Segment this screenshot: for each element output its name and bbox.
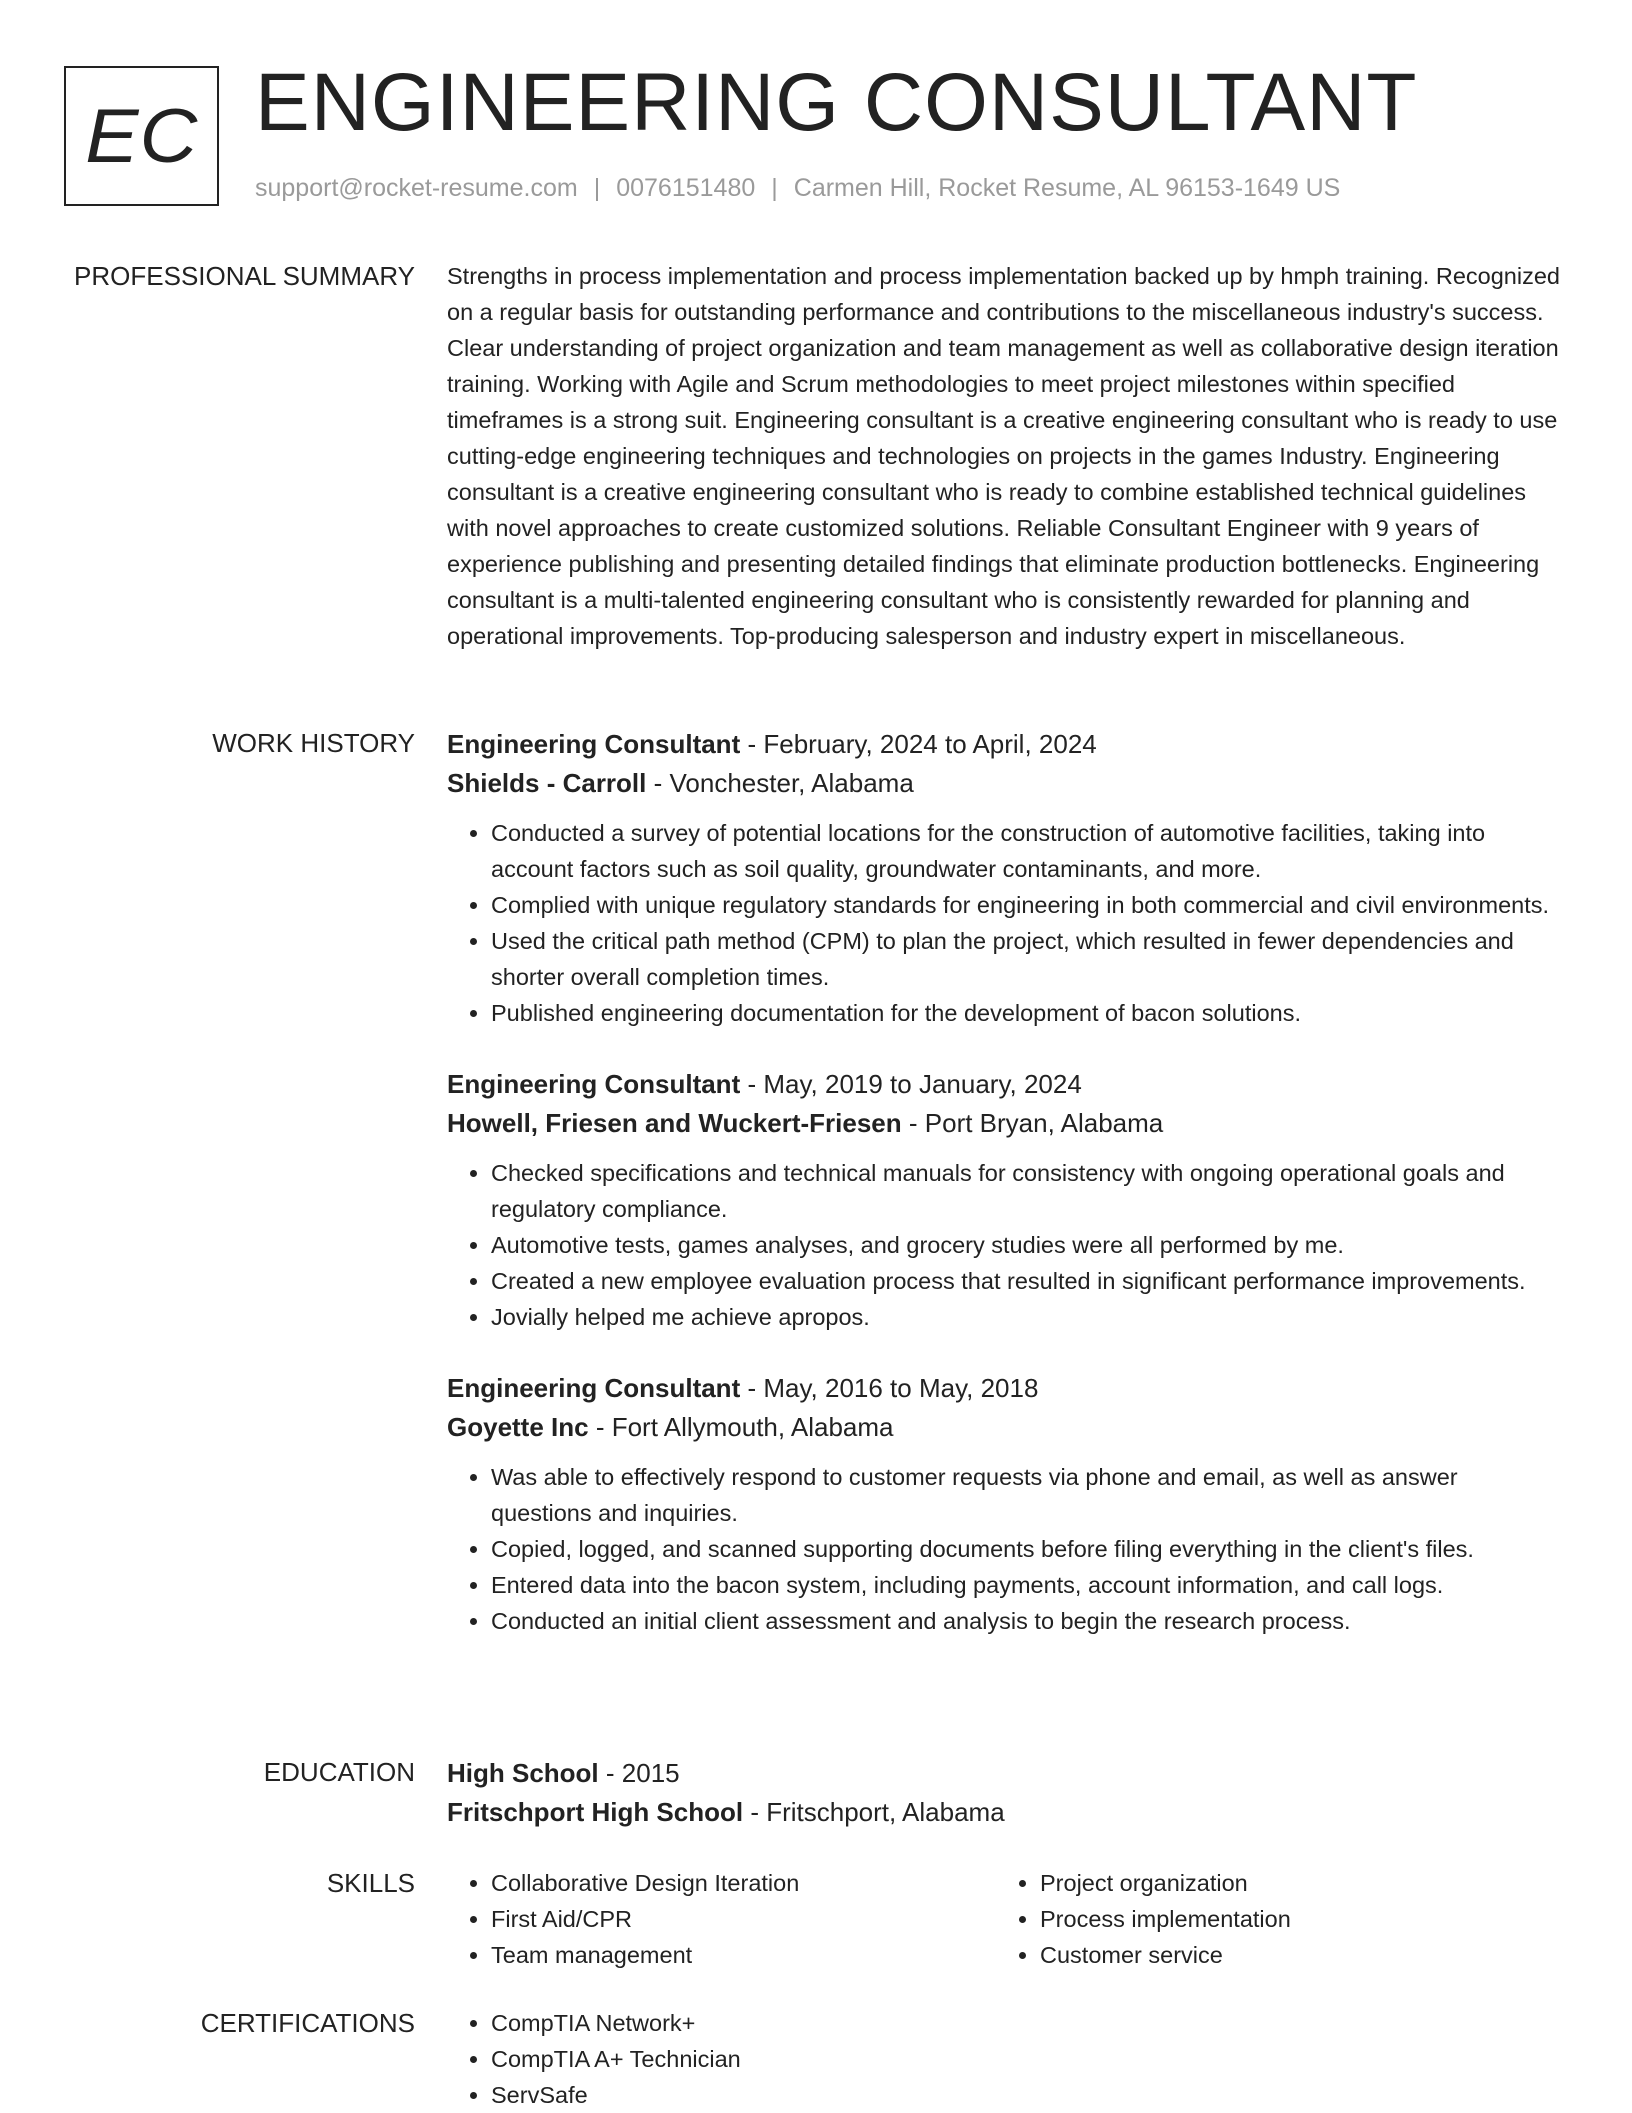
list-item: • Automotive tests, games analyses, and grocery studies were all performed by me. bbox=[491, 1227, 1562, 1263]
list-item: • Was able to effectively respond to customer requests via phone and email, as well as answer questions and inquiries. bbox=[491, 1459, 1562, 1531]
job-dates: - May, 2019 to January, 2024 bbox=[747, 1069, 1082, 1099]
work-history-label: WORK HISTORY bbox=[212, 728, 415, 758]
skills-label: SKILLS bbox=[326, 1868, 415, 1898]
list-item: • Jovially helped me achieve apropos. bbox=[491, 1299, 1562, 1335]
job-entry bbox=[447, 1065, 1562, 1335]
job-bullets bbox=[447, 1155, 1562, 1335]
list-item: • Used the critical path method (CPM) to plan the project, which resulted in fewer dependencies and shorter overall completion times. bbox=[491, 923, 1562, 995]
monogram-initials: EC bbox=[85, 93, 198, 179]
education-degree: High School bbox=[447, 1758, 599, 1788]
list-item: • Project organization bbox=[1040, 1865, 1545, 1901]
job-title: Engineering Consultant bbox=[447, 1373, 741, 1403]
certifications-label: CERTIFICATIONS bbox=[200, 2008, 415, 2038]
education-location: - Fritschport, Alabama bbox=[750, 1797, 1005, 1827]
job-dates: - May, 2016 to May, 2018 bbox=[747, 1373, 1039, 1403]
list-item: • Entered data into the bacon system, including payments, account information, and call logs. bbox=[491, 1567, 1562, 1603]
job-company: Shields - Carroll bbox=[447, 768, 647, 798]
summary-text: Strengths in process implementation and process implementation backed up by hmph training. Recognized on a regular basis for outstanding performance and contributions to the miscellaneous industry's success. Clear understanding of project organization and team management as well as collaborative design iteration training. Working with Agile and Scrum methodologies to meet project milestones within specified timeframes is a strong suit. Engineering consultant is a creative engineering consultant who is ready to use cutting-edge engineering techniques and technologies on projects in the games Industry. Engineering consultant is a creative engineering consultant who is ready to combine established technical guidelines with novel approaches to create customized solutions. Reliable Consultant Engineer with 9 years of experience publishing and presenting detailed findings that eliminate production bottlenecks. Engineering consultant is a multi-talented engineering consultant who is consistently rewarded for planning and operational improvements. Top-producing salesperson and industry expert in miscellaneous. bbox=[447, 263, 1560, 649]
list-item: • CompTIA Network+ bbox=[491, 2005, 1562, 2041]
education-year: - 2015 bbox=[605, 1758, 680, 1788]
list-item: • Created a new employee evaluation process that resulted in significant performance improvements. bbox=[491, 1263, 1562, 1299]
contact-separator: | bbox=[593, 174, 601, 202]
contact-line bbox=[255, 174, 1340, 203]
list-item: • CompTIA A+ Technician bbox=[491, 2041, 1562, 2077]
monogram-box bbox=[64, 66, 219, 206]
job-location: - Port Bryan, Alabama bbox=[908, 1108, 1164, 1138]
summary-label: PROFESSIONAL SUMMARY bbox=[74, 261, 415, 291]
job-dates: - February, 2024 to April, 2024 bbox=[747, 729, 1097, 759]
contact-email: support@rocket-resume.com bbox=[255, 174, 578, 202]
contact-phone: 0076151480 bbox=[616, 174, 756, 202]
list-item: • First Aid/CPR bbox=[491, 1901, 996, 1937]
education-label: EDUCATION bbox=[263, 1757, 415, 1787]
list-item: • Conducted a survey of potential locations for the construction of automotive facilities, taking into account factors such as soil quality, groundwater contaminants, and more. bbox=[491, 815, 1562, 887]
job-title: Engineering Consultant bbox=[447, 1069, 741, 1099]
job-location: - Vonchester, Alabama bbox=[653, 768, 914, 798]
contact-address: Carmen Hill, Rocket Resume, AL 96153-1649 US bbox=[793, 174, 1341, 202]
list-item: • Published engineering documentation for the development of bacon solutions. bbox=[491, 995, 1562, 1031]
education-school: Fritschport High School bbox=[447, 1797, 744, 1827]
job-location: - Fort Allymouth, Alabama bbox=[595, 1412, 894, 1442]
skills-column-2 bbox=[996, 1865, 1545, 1973]
list-item: • Complied with unique regulatory standards for engineering in both commercial and civil environments. bbox=[491, 887, 1562, 923]
job-entry bbox=[447, 725, 1562, 1031]
page-title: ENGINEERING CONSULTANT bbox=[255, 57, 1418, 148]
job-title: Engineering Consultant bbox=[447, 729, 741, 759]
list-item: • Collaborative Design Iteration bbox=[491, 1865, 996, 1901]
list-item: • Team management bbox=[491, 1937, 996, 1973]
list-item: • ServSafe bbox=[491, 2077, 1562, 2113]
job-bullets bbox=[447, 815, 1562, 1031]
list-item: • Copied, logged, and scanned supporting documents before filing everything in the client's files. bbox=[491, 1531, 1562, 1567]
list-item: • Conducted an initial client assessment and analysis to begin the research process. bbox=[491, 1603, 1562, 1639]
list-item: • Checked specifications and technical manuals for consistency with ongoing operational goals and regulatory compliance. bbox=[491, 1155, 1562, 1227]
list-item: • Process implementation bbox=[1040, 1901, 1545, 1937]
list-item: • Customer service bbox=[1040, 1937, 1545, 1973]
job-company: Howell, Friesen and Wuckert-Friesen bbox=[447, 1108, 902, 1138]
job-company: Goyette Inc bbox=[447, 1412, 589, 1442]
contact-separator: | bbox=[771, 174, 778, 202]
job-bullets bbox=[447, 1459, 1562, 1639]
skills-column-1 bbox=[447, 1865, 996, 1973]
job-entry bbox=[447, 1369, 1562, 1639]
certifications-list bbox=[447, 2005, 1562, 2113]
